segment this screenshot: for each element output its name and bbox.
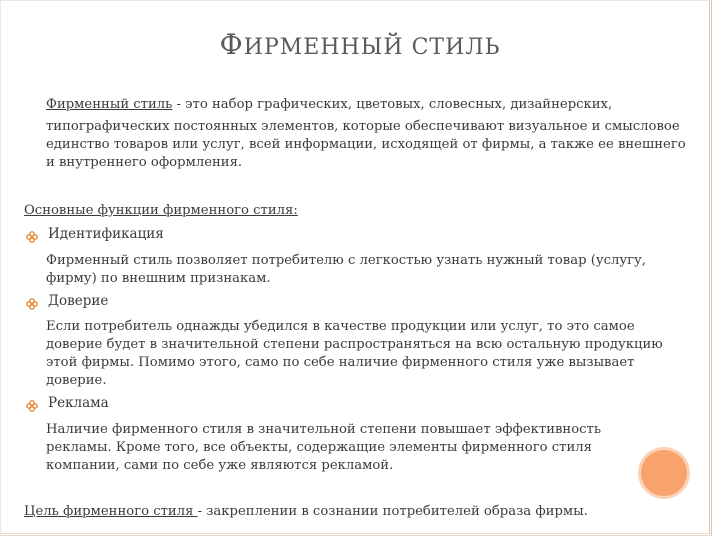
flower-bullet-icon xyxy=(26,295,38,307)
title-first-letter: Ф xyxy=(219,28,244,61)
lead-paragraph-first-line xyxy=(46,96,686,114)
slide-title xyxy=(0,28,720,61)
flower-bullet-icon xyxy=(26,397,38,409)
goal-line xyxy=(24,503,704,521)
title-rest: ИРМЕННЫЙ СТИЛЬ xyxy=(243,35,501,60)
lead-line1-rest: - это набор графических, цветовых, словесных, дизайнерских, xyxy=(172,97,613,112)
function-label: Идентификация xyxy=(48,226,164,242)
function-description: Наличие фирменного стиля в значительной степени повышает эффективность рекламы. Кроме того, все объекты, содержащие элементы фирменного стиля компании, сами по себе уже являются рекламой. xyxy=(46,422,601,473)
function-description: Если потребитель однажды убедился в качестве продукции или услуг, то это самое доверие будет в значительной степени распространяться на всю остальную продукцию этой фирмы. Помимо этого, само по себе наличие фирменного стиля уже вызывает доверие. xyxy=(46,319,663,388)
function-label: Доверие xyxy=(48,293,109,309)
accent-circle xyxy=(641,450,687,496)
goal-term: Цель фирменного стиля xyxy=(24,504,198,519)
function-item-trust xyxy=(26,293,108,309)
function-description: Фирменный стиль позволяет потребителю с легкостью узнать нужный товар (услугу, фирму) по внешним признакам. xyxy=(46,253,646,286)
section-heading: Основные функции фирменного стиля: xyxy=(24,203,298,218)
function-item-identification xyxy=(26,226,164,242)
goal-rest: - закреплении в сознании потребителей образа фирмы. xyxy=(197,504,588,519)
function-label: Реклама xyxy=(48,395,109,411)
lead-paragraph-continuation: типографических постоянных элементов, которые обеспечивают визуальное и смысловое единство товаров или услуг, всей информации, исходящей от фирмы, а также ее внешнего и внутреннего оформления. xyxy=(46,119,686,170)
flower-bullet-icon xyxy=(26,228,38,240)
function-item-advertising xyxy=(26,395,109,411)
lead-term: Фирменный стиль xyxy=(46,97,173,112)
